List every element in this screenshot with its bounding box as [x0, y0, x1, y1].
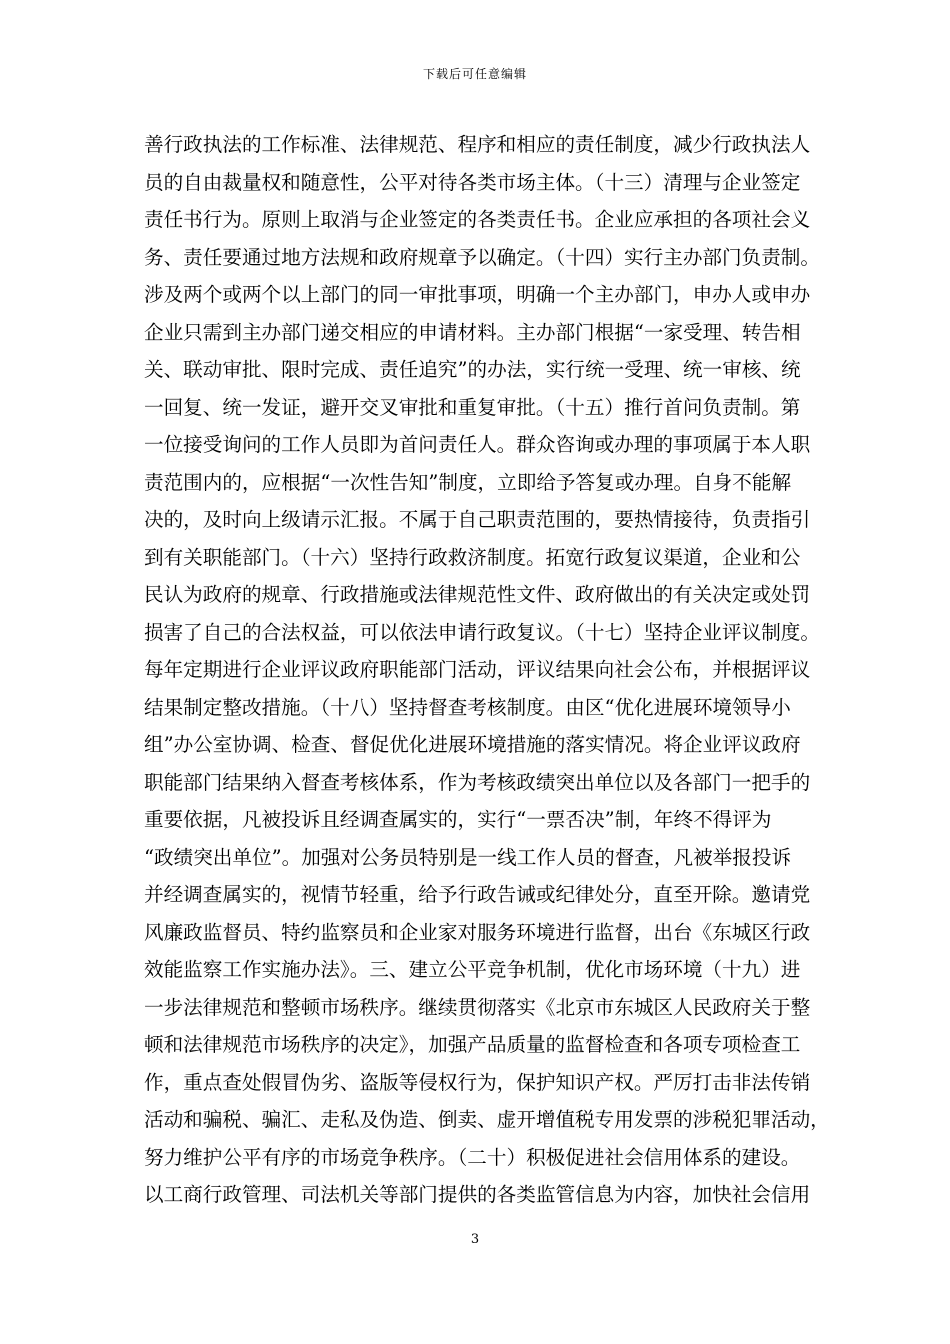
text-line: 顿和法律规范市场秩序的决定》，加强产品质量的监督检查和各项专项检查工 [144, 1033, 801, 1056]
text-line: 务、责任要通过地方法规和政府规章予以确定。（十四）实行主办部门负责制。 [144, 245, 820, 269]
text-line: 责范围内的，应根据“一次性告知”制度，立即给予答复或办理。自身不能解 [144, 470, 792, 494]
text-line: 损害了自己的合法权益，可以依法申请行政复议。（十七）坚持企业评议制度。 [144, 620, 820, 644]
page-header-note: 下载后可任意编辑 [422, 67, 527, 81]
text-line: 决的，及时向上级请示汇报。不属于自己职责范围的，要热情接待，负责指引 [144, 508, 811, 531]
text-line: 到有关职能部门。（十六）坚持行政救济制度。拓宽行政复议渠道，企业和公 [144, 545, 801, 569]
text-line: 责任书行为。原则上取消与企业签定的各类责任书。企业应承担的各项社会义 [144, 208, 811, 231]
text-line: 效能监察工作实施办法》。三、建立公平竞争机制，优化市场环境（十九）进 [144, 958, 801, 981]
text-line: 民认为政府的规章、行政措施或法律规范性文件、政府做出的有关决定或处罚 [144, 583, 811, 606]
text-line: 关、联动审批、限时完成、责任追究”的办法，实行统一受理、统一审核、统 [144, 358, 801, 381]
text-line: 作，重点查处假冒伪劣、盗版等侵权行为，保护知识产权。严厉打击非法传销 [144, 1070, 811, 1094]
text-line: 一位接受询问的工作人员即为首问责任人。群众咨询或办理的事项属于本人职 [144, 433, 811, 456]
text-line: 结果制定整改措施。（十八）坚持督查考核制度。由区“优化进展环境领导小 [144, 695, 791, 719]
text-line: 一回复、统一发证，避开交叉审批和重复审批。（十五）推行首问负责制。第 [144, 395, 801, 419]
text-line: “政绩突出单位”。加强对公务员特别是一线工作人员的督查，凡被举报投诉 [144, 845, 792, 869]
text-line: 努力维护公平有序的市场竞争秩序。（二十）积极促进社会信用体系的建设。 [144, 1145, 801, 1169]
text-line: 善行政执法的工作标准、法律规范、程序和相应的责任制度，减少行政执法人 [144, 133, 811, 156]
text-line: 风廉政监督员、特约监察员和企业家对服务环境进行监督，出台《东城区行政 [144, 920, 811, 944]
text-line: 以工商行政管理、司法机关等部门提供的各类监管信息为内容，加快社会信用 [144, 1183, 811, 1206]
text-line: 活动和骗税、骗汇、走私及伪造、倒卖、虚开增值税专用发票的涉税犯罪活动， [144, 1108, 830, 1131]
text-line: 每年定期进行企业评议政府职能部门活动，评议结果向社会公布，并根据评议 [144, 658, 811, 681]
text-line: 员的自由裁量权和随意性，公平对待各类市场主体。（十三）清理与企业签定 [144, 170, 801, 194]
document-body [144, 126, 830, 1214]
text-line: 涉及两个或两个以上部门的同一审批事项，明确一个主办部门，申办人或申办 [144, 283, 811, 306]
text-line: 职能部门结果纳入督查考核体系，作为考核政绩突出单位以及各部门一把手的 [144, 770, 811, 794]
page-number: 3 [470, 1232, 480, 1247]
text-line: 企业只需到主办部门递交相应的申请材料。主办部门根据“一家受理、转告相 [144, 320, 801, 344]
text-line: 重要依据，凡被投诉且经调查属实的，实行“一票否决”制，年终不得评为 [144, 808, 772, 831]
text-line: 并经调查属实的，视情节轻重，给予行政告诫或纪律处分，直至开除。邀请党 [144, 883, 811, 906]
text-line: 一步法律规范和整顿市场秩序。继续贯彻落实《北京市东城区人民政府关于整 [144, 995, 811, 1019]
text-line: 组”办公室协调、检查、督促优化进展环境措施的落实情况。将企业评议政府 [144, 733, 801, 756]
